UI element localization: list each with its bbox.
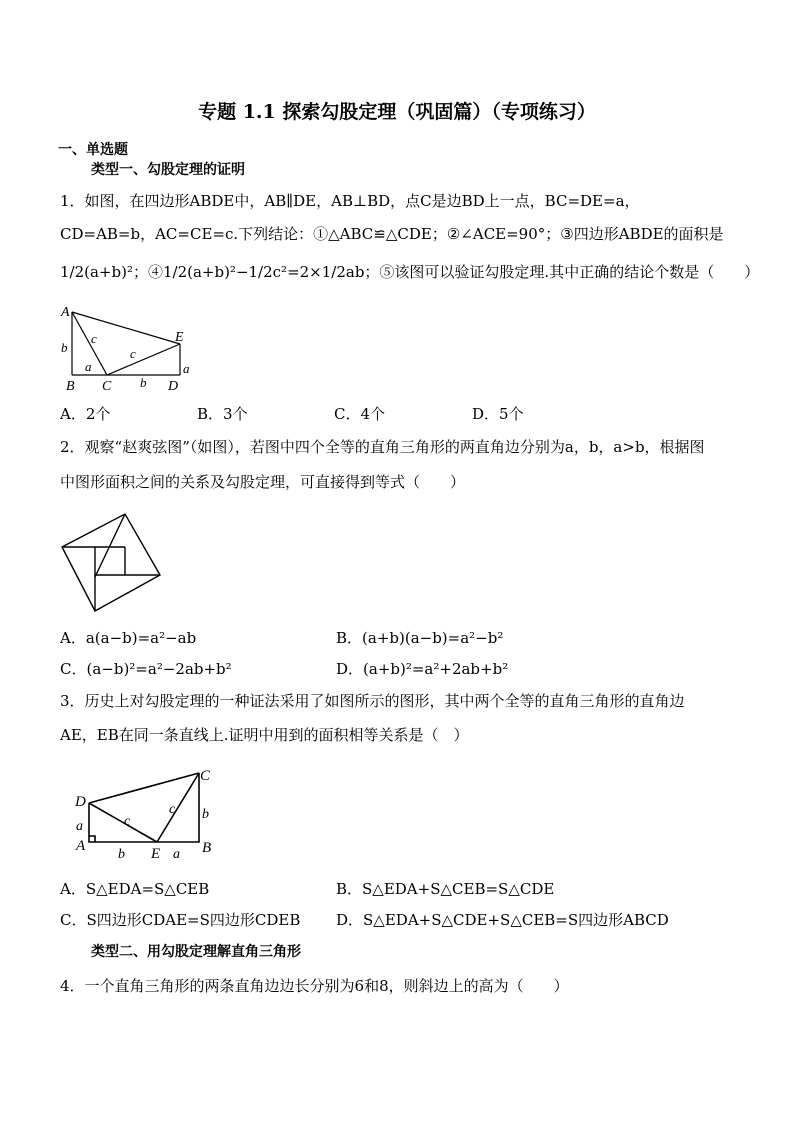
q1-option-b[interactable]: B．3个 — [197, 405, 248, 423]
q1-option-a[interactable]: A．2个 — [60, 405, 111, 423]
q2-option-d[interactable]: D．(a+b)²=a²+2ab+b² — [336, 660, 509, 678]
q3-line1: 3．历史上对勾股定理的一种证法采用了如图所示的图形，其中两个全等的直角三角形的直角边 — [60, 692, 685, 710]
q3-label-C: C — [200, 768, 211, 784]
q1-line1: 1．如图，在四边形ABDE中，AB∥DE，AB⊥BD，点C是边BD上一点，BC=DE=a， — [60, 192, 640, 210]
q1-label-D: D — [168, 379, 179, 394]
section-heading: 一、单选题 — [58, 142, 128, 158]
q3-label-A: A — [76, 838, 86, 854]
q1-figure — [55, 305, 195, 395]
q3-label-B: B — [202, 840, 212, 856]
q1-line2: CD=AB=b，AC=CE=c.下列结论：①△ABC≌△CDE；②∠ACE=90°；③四边形ABDE的面积是 — [60, 225, 724, 243]
q3-line2: AE，EB在同一条直线上.证明中用到的面积相等关系是（ ） — [60, 726, 469, 744]
q1-line3: 1/2(a+b)²；④1/2(a+b)²−1/2c²=2×1/2ab；⑤该图可以验证勾股定理.其中正确的结论个数是（ ） — [60, 263, 760, 281]
q4-line1: 4．一个直角三角形的两条直角边边长分别为6和8，则斜边上的高为（ ） — [60, 977, 569, 995]
q3-label-D: D — [75, 794, 86, 810]
q2-line1: 2．观察“赵爽弦图”（如图），若图中四个全等的直角三角形的两直角边分别为a，b，a>b，根据图 — [60, 438, 705, 456]
page-title: 专题 1.1 探索勾股定理（巩固篇）（专项练习） — [198, 101, 596, 123]
q1-option-c[interactable]: C．4个 — [334, 405, 386, 423]
q3-label-a-left: a — [76, 819, 83, 834]
q2-option-b[interactable]: B．(a+b)(a−b)=a²−b² — [336, 629, 504, 647]
q2-option-c[interactable]: C．(a−b)²=a²−2ab+b² — [60, 660, 232, 678]
q1-label-b-bottom: b — [140, 375, 147, 390]
q1-label-C: C — [102, 379, 112, 394]
q3-option-c[interactable]: C．S四边形CDAE=S四边形CDEB — [60, 911, 301, 929]
type-heading-1: 类型一、勾股定理的证明 — [91, 162, 245, 178]
q1-label-A: A — [61, 305, 70, 320]
q3-figure — [72, 762, 222, 862]
q1-option-d[interactable]: D．5个 — [472, 405, 524, 423]
q3-label-b-bottom: b — [118, 847, 125, 862]
q3-option-b[interactable]: B．S△EDA+S△CEB=S△CDE — [336, 880, 555, 898]
q1-label-a-right: a — [183, 361, 190, 376]
q1-label-c-1: c — [91, 331, 97, 346]
q1-label-B: B — [66, 379, 75, 394]
q1-label-E: E — [175, 330, 184, 345]
type-heading-2: 类型二、用勾股定理解直角三角形 — [91, 944, 301, 960]
q3-label-b-right: b — [202, 807, 209, 822]
q3-label-E: E — [151, 846, 161, 862]
q1-label-b-left: b — [61, 340, 68, 355]
q1-label-c-2: c — [130, 346, 136, 361]
q3-option-a[interactable]: A．S△EDA=S△CEB — [60, 880, 210, 898]
q3-option-d[interactable]: D．S△EDA+S△CDE+S△CEB=S四边形ABCD — [336, 911, 669, 929]
q3-label-c-1: c — [124, 814, 131, 829]
q1-label-a-bottom: a — [85, 359, 92, 374]
q3-label-a-bottom: a — [173, 847, 180, 862]
q3-label-c-2: c — [169, 802, 176, 817]
q2-option-a[interactable]: A．a(a−b)=a²−ab — [60, 629, 197, 647]
q2-line2: 中图形面积之间的关系及勾股定理，可直接得到等式（ ） — [60, 473, 466, 491]
q2-figure-zhao-shuang — [60, 512, 165, 614]
